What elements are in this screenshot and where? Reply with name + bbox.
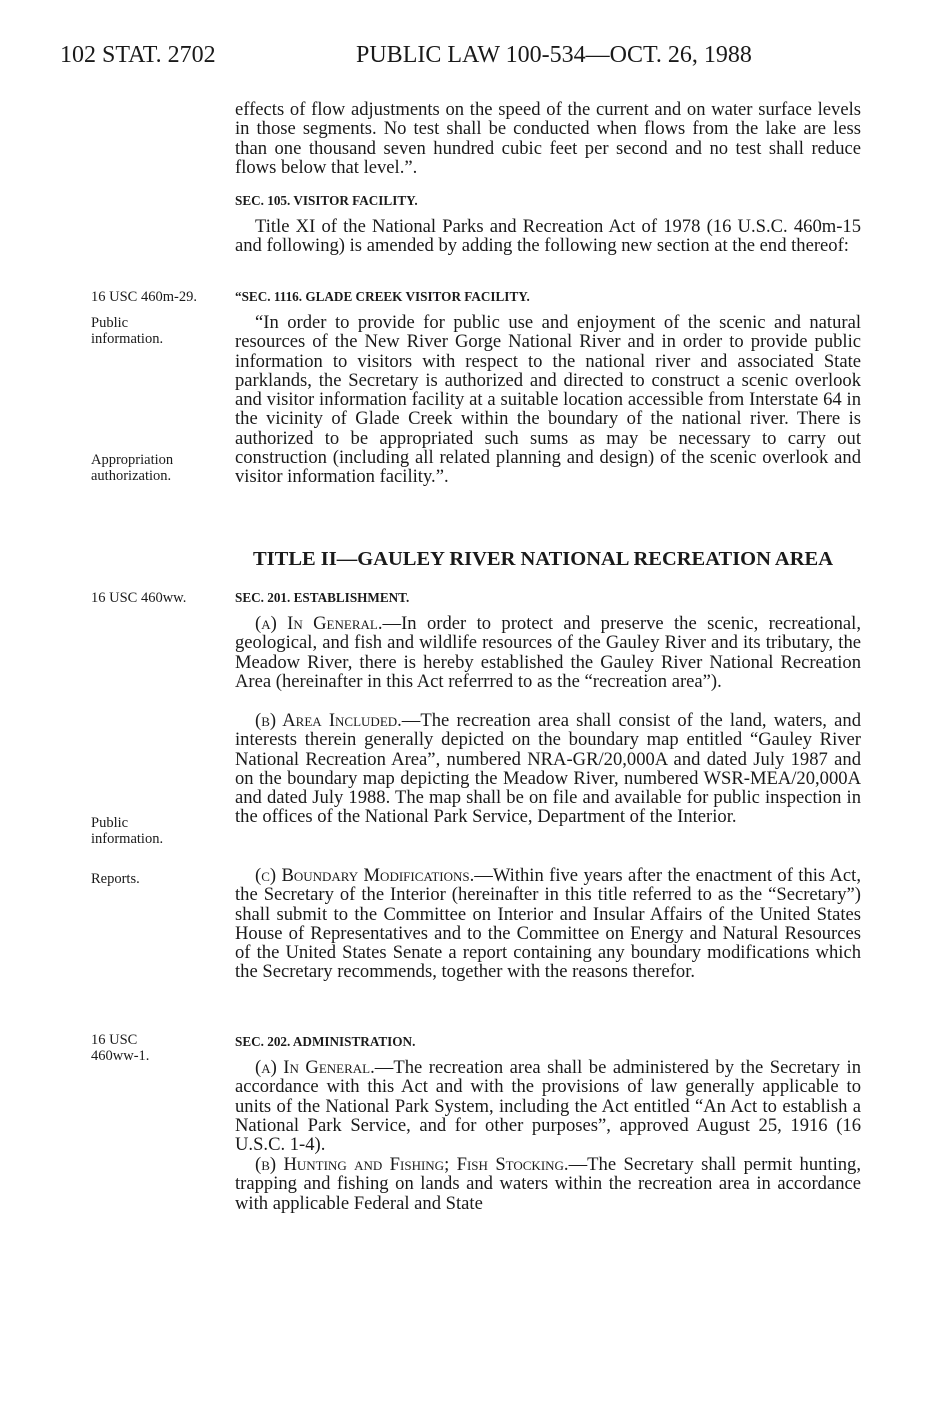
subsection-heading: (b) Hunting and Fishing; Fish Stocking. xyxy=(255,1154,569,1175)
subsection-text: —Within five years after the enactment of this Act, the Secretary of the Interior (hereinafter in this title referred to as the “Secretary”) shall submit to the Committee on Interior and Insular Affairs of the United States House of Representatives and to the Committee on Energy and Natural Resources of the United States Senate a report containing any boundary modifications which the Secretary recommends, together with the reasons therefor. xyxy=(235,865,861,983)
margin-note-line: Appropriation xyxy=(91,452,174,468)
margin-note-line: information. xyxy=(91,831,164,847)
margin-note-reports: Reports. xyxy=(91,871,140,887)
paragraph-title-xi-amendment: Title XI of the National Parks and Recreation Act of 1978 (16 U.S.C. 460m-15 and following) is amended by adding the following new section at the end thereof: xyxy=(235,216,861,257)
stat-citation: 102 STAT. 2702 xyxy=(60,42,216,68)
subsection-heading: (a) In General. xyxy=(255,613,383,634)
paragraph-202a xyxy=(235,1058,861,1154)
subsection-text: —The recreation area shall consist of the land, waters, and interests therein generally depicted on the boundary map entitled “Gauley River National Recreation Area”, numbered NRA-GR/20,000A and dated July 1987 and on the boundary map depicting the Meadow River, numbered WSR-MEA/20,000A and dated July 1988. The map shall be on file and available for public inspection in the offices of the National Park Service, Department of the Interior. xyxy=(235,710,861,828)
subsection-text: —The Secretary shall permit hunting, trapping and fishing on lands and waters within the recreation area in accordance with applicable Federal and State xyxy=(235,1154,861,1214)
margin-note-public-information-2 xyxy=(91,815,163,847)
title-ii-heading: TITLE II—GAULEY RIVER NATIONAL RECREATION AREA xyxy=(253,548,833,570)
margin-note-line: 16 USC xyxy=(91,1032,138,1048)
paragraph-201b xyxy=(235,711,861,827)
subsection-text: —In order to protect and preserve the scenic, recreational, geological, and fish and wildlife resources of the Gauley River and its tributary, the Meadow River, there is hereby established the Gauley River National Recreation Area (hereinafter in this Act referrred to as the “recreation area”). xyxy=(235,613,861,692)
subsection-text: —The recreation area shall be administered by the Secretary in accordance with this Act and with the provisions of law generally applicable to units of the National Park System, including the Act entitled “An Act to establish a National Park Service, and for other purposes”, approved August 25, 1916 (16 U.S.C. 1-4). xyxy=(235,1057,861,1156)
section-105-heading: SEC. 105. VISITOR FACILITY. xyxy=(235,193,418,208)
paragraph-flow-test-continuation: effects of flow adjustments on the speed of the current and on water surface levels in those segments. No test shall be conducted when flows from the lake are less than one thousand seven hundred cubic feet per second and no test shall reduce flows below that level.”. xyxy=(235,99,861,178)
subsection-heading: (a) In General. xyxy=(255,1057,375,1078)
margin-note-usc-460m-29: 16 USC 460m-29. xyxy=(91,289,197,305)
section-201-heading: SEC. 201. ESTABLISHMENT. xyxy=(235,590,410,605)
margin-note-line: authorization. xyxy=(91,468,172,484)
margin-note-line: Public xyxy=(91,815,129,831)
paragraph-202b xyxy=(235,1155,861,1213)
paragraph-glade-creek: “In order to provide for public use and enjoyment of the scenic and natural resources of the New River Gorge National River and in order to provide public information to visitors with respect to the national river and associated State parklands, the Secretary is authorized and directed to construct a scenic overlook and visitor information facility at a suitable location accessible from Interstate 64 in the vicinity of Glade Creek within the boundary of the national river. There is authorized to be appropriated such sums as may be necessary to carry out construction (including all related planning and design) of the scenic overlook and visitor information facility.”. xyxy=(235,312,861,488)
margin-note-usc-460ww-1 xyxy=(91,1032,149,1064)
margin-note-appropriation xyxy=(91,452,173,484)
margin-note-usc-460ww: 16 USC 460ww. xyxy=(91,590,187,606)
margin-note-public-information xyxy=(91,315,163,347)
margin-note-line: Public xyxy=(91,315,129,331)
margin-note-line: information. xyxy=(91,331,164,347)
public-law-header: PUBLIC LAW 100-534—OCT. 26, 1988 xyxy=(356,42,752,68)
paragraph-201c xyxy=(235,866,861,982)
subsection-heading: (b) Area Included. xyxy=(255,710,402,731)
subsection-heading: (c) Boundary Modifications. xyxy=(255,865,475,886)
paragraph-201a xyxy=(235,614,861,691)
section-202-heading: SEC. 202. ADMINISTRATION. xyxy=(235,1034,416,1049)
section-1116-heading: “SEC. 1116. GLADE CREEK VISITOR FACILITY. xyxy=(235,289,530,304)
margin-note-line: 460ww-1. xyxy=(91,1048,150,1064)
